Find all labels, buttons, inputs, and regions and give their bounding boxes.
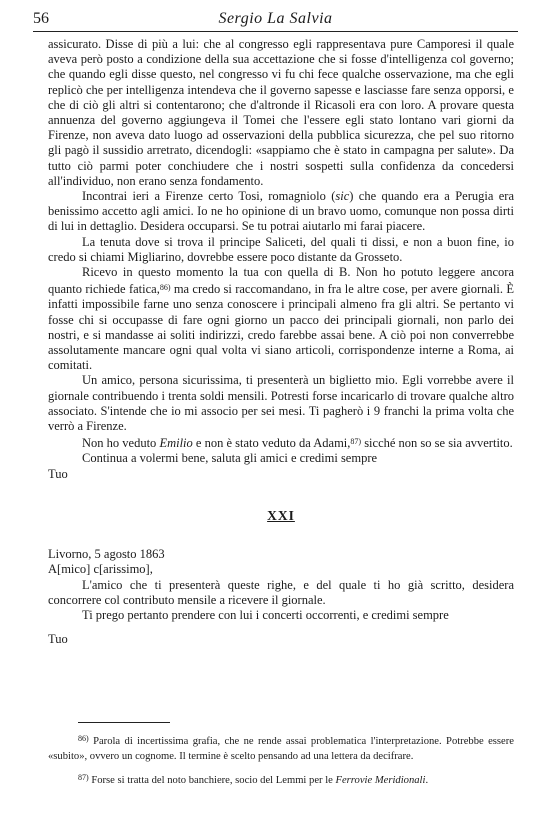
letter-paragraph: Ricevo in questo momento la tua con quella di B. Non ho potuto leggere ancora quanto richiede fatica,$^{86)}$ ma credo si raccomandano, in fra le altre cose, per avere giornali. È infatti impossibile farne uno senza conoscere i principali almeno fra gli altri. Se pertanto vi fosse chi si occupasse di fare ogni giorno un pacco dei principali giornali, non parlo dei nostri, e si mandasse ai soliti indirizzi, credo farebbe assai bene. A ciò poi non converrebbe assolutamente mancare ogni qual volta vi siano articoli, corrispondenze interne a Roma, ai comitati. (48, 265, 515, 373)
footnote-86: $^{86)}$ Parola di incertissima grafia, che ne rende assai problematica l'interpretazione. Potrebbe essere «subito», ovvero un cognome. Il termine è scelto pensando ad una lettera da decifrare. (48, 734, 514, 762)
footnote-87: $^{87)}$ Forse si tratta del noto banchiere, socio del Lemmi per le Ferrovie Meridionali. (78, 773, 429, 786)
header-rule (33, 31, 518, 32)
letter-paragraph: Incontrai ieri a Firenze certo Tosi, romagniolo (sic) che quando era a Perugia era benissimo accetto agli amici. Io ne ho opinione di un bravo uomo, comunque non possa dirti di lui in dettaglio. Desidera occuparsi. Se tu potrai aiutarlo mi farai piacere. (48, 189, 514, 234)
footnote-rule (78, 722, 170, 723)
footnotes (48, 731, 514, 794)
page-number: 56 (33, 10, 49, 27)
letter-paragraph: Ti prego pertanto prendere con lui i concerti occorrenti, e credimi sempre (82, 607, 449, 622)
letter-number: XXI (267, 507, 295, 523)
footnote-ref: 87) (350, 437, 362, 447)
letter-signoff: Tuo (48, 466, 68, 481)
letter-salutation: A[mico] c[arissimo], (48, 562, 153, 577)
letter-signoff: Tuo (48, 632, 68, 647)
page-body (48, 37, 514, 647)
letter-paragraph: Non ho veduto Emilio e non è stato veduto da Adami,$^{87)}$ sicché non so se sia avvertito. (82, 436, 513, 451)
letter-closing-line: Continua a volermi bene, saluta gli amici e credimi sempre (82, 451, 378, 466)
letter-dateline: Livorno, 5 agosto 1863 (48, 547, 165, 562)
letter-paragraph: assicurato. Disse di più a lui: che al congresso egli rappresentava pure Camporesi il quale aveva però posto a condizione della sua accettazione che si fosse d'intelligenza col governo; che quando egli disse questo, nel congresso vi fu chi fece qualche osservazione, ma che egli replicò che per intelligenza intendeva che il governo sapesse e lasciasse fare senza opporsi, e che di ciò gli altri si contentarono; che d'altronde il Ricasoli era con loro. A provare questa annuenza del governo aggiungeva il Tomei che l'essere egli stato lontano vari giorni da Firenze, non aveva dato luogo ad osservazioni della pubblica sicurezza, che pel suo ritorno gli pagò il sussidio arretrato, dicendogli: «sappiamo che è stato in campagna per salute». Da tutto ciò parmi poter conchiudere che i nostri sospetti sulla confidenza da concedersi all'individuo, non erano senza fondamento. (48, 37, 514, 188)
letter-paragraph: La tenuta dove si trova il principe Saliceti, del quali ti dissi, e non a buon fine, io credo si chiami Migliarino, dovrebbe essere poco distante da Grosseto. (48, 234, 514, 264)
page-header (33, 8, 518, 30)
letter-paragraph: Un amico, persona sicurissima, ti presenterà un biglietto mio. Egli vorrebbe avere il giornale contribuendo i trenta soldi mensili. Potresti forse incaricarlo di trovare qualche altro associato. S'intende che io mi associo per sei mesi. Ti pagherò i 9 franchi la prima volta che verrò a Firenze. (48, 373, 514, 434)
footnote-ref: 86) (159, 283, 171, 293)
letter-paragraph: L'amico che ti presenterà queste righe, e del quale ti ho già scritto, desidera concorrere col contributo mensile a ricevere il giornale. (48, 577, 514, 607)
running-head: Sergio La Salvia (218, 10, 333, 27)
